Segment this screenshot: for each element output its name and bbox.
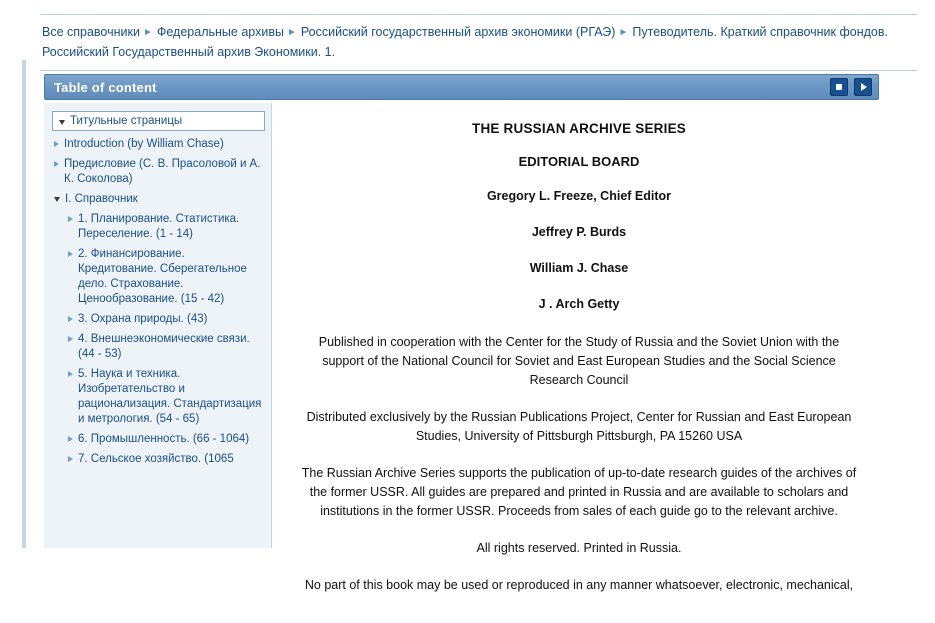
breadcrumb — [26, 15, 935, 68]
chevron-right-icon: ► — [286, 27, 297, 38]
editor-name-4: J . Arch Getty — [538, 297, 620, 311]
paragraph-3: The Russian Archive Series supports the publication of up-to-date research guides of the archives of the former USSR. All guides are prepared and printed in Russia and are available to scholars and institutions in the former USSR. Proceeds from sales of each guide go to the relevant archive. — [301, 466, 857, 518]
chevron-right-icon — [68, 251, 73, 257]
left-accent-bar — [22, 60, 26, 548]
chevron-right-icon — [68, 436, 73, 442]
breadcrumb-region — [26, 0, 935, 71]
editor-name-3: William J. Chase — [529, 261, 629, 275]
document-content — [273, 103, 879, 592]
chevron-down-icon — [54, 197, 60, 202]
toc-sidebar[interactable] — [44, 103, 272, 548]
chevron-right-icon — [54, 161, 59, 167]
chevron-right-icon — [68, 216, 73, 222]
body-area — [44, 103, 879, 592]
toc-item-label: 5. Наука и техника. Изобретательство и рационализация. Стандартизация и метрология. (54 - 65) — [78, 368, 262, 425]
toc-item-label: 7. Сельское хозяйство. (1065 — [78, 453, 234, 465]
chevron-right-icon — [68, 316, 73, 322]
breadcrumb-item-1[interactable]: Все справочники — [42, 25, 140, 39]
breadcrumb-item-3[interactable]: Российский государственный архив экономики (РГАЭ) — [300, 25, 616, 39]
document-subtitle: EDITORIAL BOARD — [518, 154, 640, 169]
chevron-down-icon — [59, 120, 65, 125]
toc-list — [44, 103, 271, 482]
chevron-right-icon: ► — [618, 27, 629, 38]
toc-item-label: 4. Внешнеэкономические связи. (44 - 53) — [78, 333, 250, 360]
chevron-right-icon — [68, 371, 73, 377]
paragraph-2: Distributed exclusively by the Russian Publications Project, Center for Russian and East European Studies, University of Pittsburgh Pittsburgh, PA 15260 USA — [306, 410, 852, 443]
chevron-right-icon — [54, 141, 59, 147]
toc-item-section-2[interactable] — [52, 247, 265, 307]
breadcrumb-item-4[interactable]: Путеводитель. Краткий справочник фондов. Российский Государственный архив Экономики. 1. — [42, 25, 888, 59]
chevron-right-icon — [68, 336, 73, 342]
toc-item-section-7[interactable] — [52, 452, 265, 467]
toc-item-label: 3. Охрана природы. (43) — [78, 313, 208, 325]
toc-item-section-1[interactable] — [52, 212, 265, 242]
toc-item-label: 1. Планирование. Статистика. Переселение. (1 - 14) — [78, 213, 240, 240]
toc-item-label: Introduction (by William Chase) — [64, 138, 224, 150]
breadcrumb-bottom-divider — [40, 70, 917, 71]
page-title: Table of content — [54, 79, 157, 95]
paragraph-4: All rights reserved. Printed in Russia. — [476, 541, 682, 555]
paragraph-5: No part of this book may be used or reproduced in any manner whatsoever, electronic, mechanical, — [304, 578, 854, 592]
chevron-right-icon — [68, 456, 73, 462]
paragraph-1: Published in cooperation with the Center for the Study of Russia and the Soviet Union with the support of the National Council for Soviet and East European Studies and the Social Science Research Council — [318, 335, 840, 387]
toc-item-section-6[interactable] — [52, 432, 265, 447]
left-gutter — [0, 0, 27, 548]
toc-item-label: Предисловие (С. В. Прасоловой и А. К. Соколова) — [64, 158, 261, 185]
toc-item-section-3[interactable] — [52, 312, 265, 327]
toc-item-spravochnik[interactable] — [52, 192, 265, 207]
table-of-content-header — [44, 74, 879, 100]
play-triangle-icon[interactable] — [854, 78, 872, 96]
toc-item-section-5[interactable] — [52, 367, 265, 427]
toc-item-introduction[interactable] — [52, 137, 265, 152]
toc-item-label: 6. Промышленность. (66 - 1064) — [78, 433, 250, 445]
breadcrumb-item-2[interactable]: Федеральные архивы — [156, 25, 284, 39]
stop-square-icon[interactable] — [830, 78, 848, 96]
toc-item-label: 2. Финансирование. Кредитование. Сберегательное дело. Страхование. Ценообразование. (15 - 42) — [78, 248, 247, 305]
document-body — [273, 103, 879, 623]
toc-item-preface[interactable] — [52, 157, 265, 187]
document-title: THE RUSSIAN ARCHIVE SERIES — [472, 121, 686, 136]
editor-name-1: Gregory L. Freeze, Chief Editor — [486, 189, 672, 203]
toc-item-label: Титульные страницы — [70, 115, 183, 127]
toc-item-selected[interactable] — [52, 111, 265, 131]
chevron-right-icon: ► — [142, 27, 153, 38]
toc-item-label: I. Справочник — [65, 193, 138, 205]
editor-name-2: Jeffrey P. Burds — [531, 225, 627, 239]
toc-item-section-4[interactable] — [52, 332, 265, 362]
